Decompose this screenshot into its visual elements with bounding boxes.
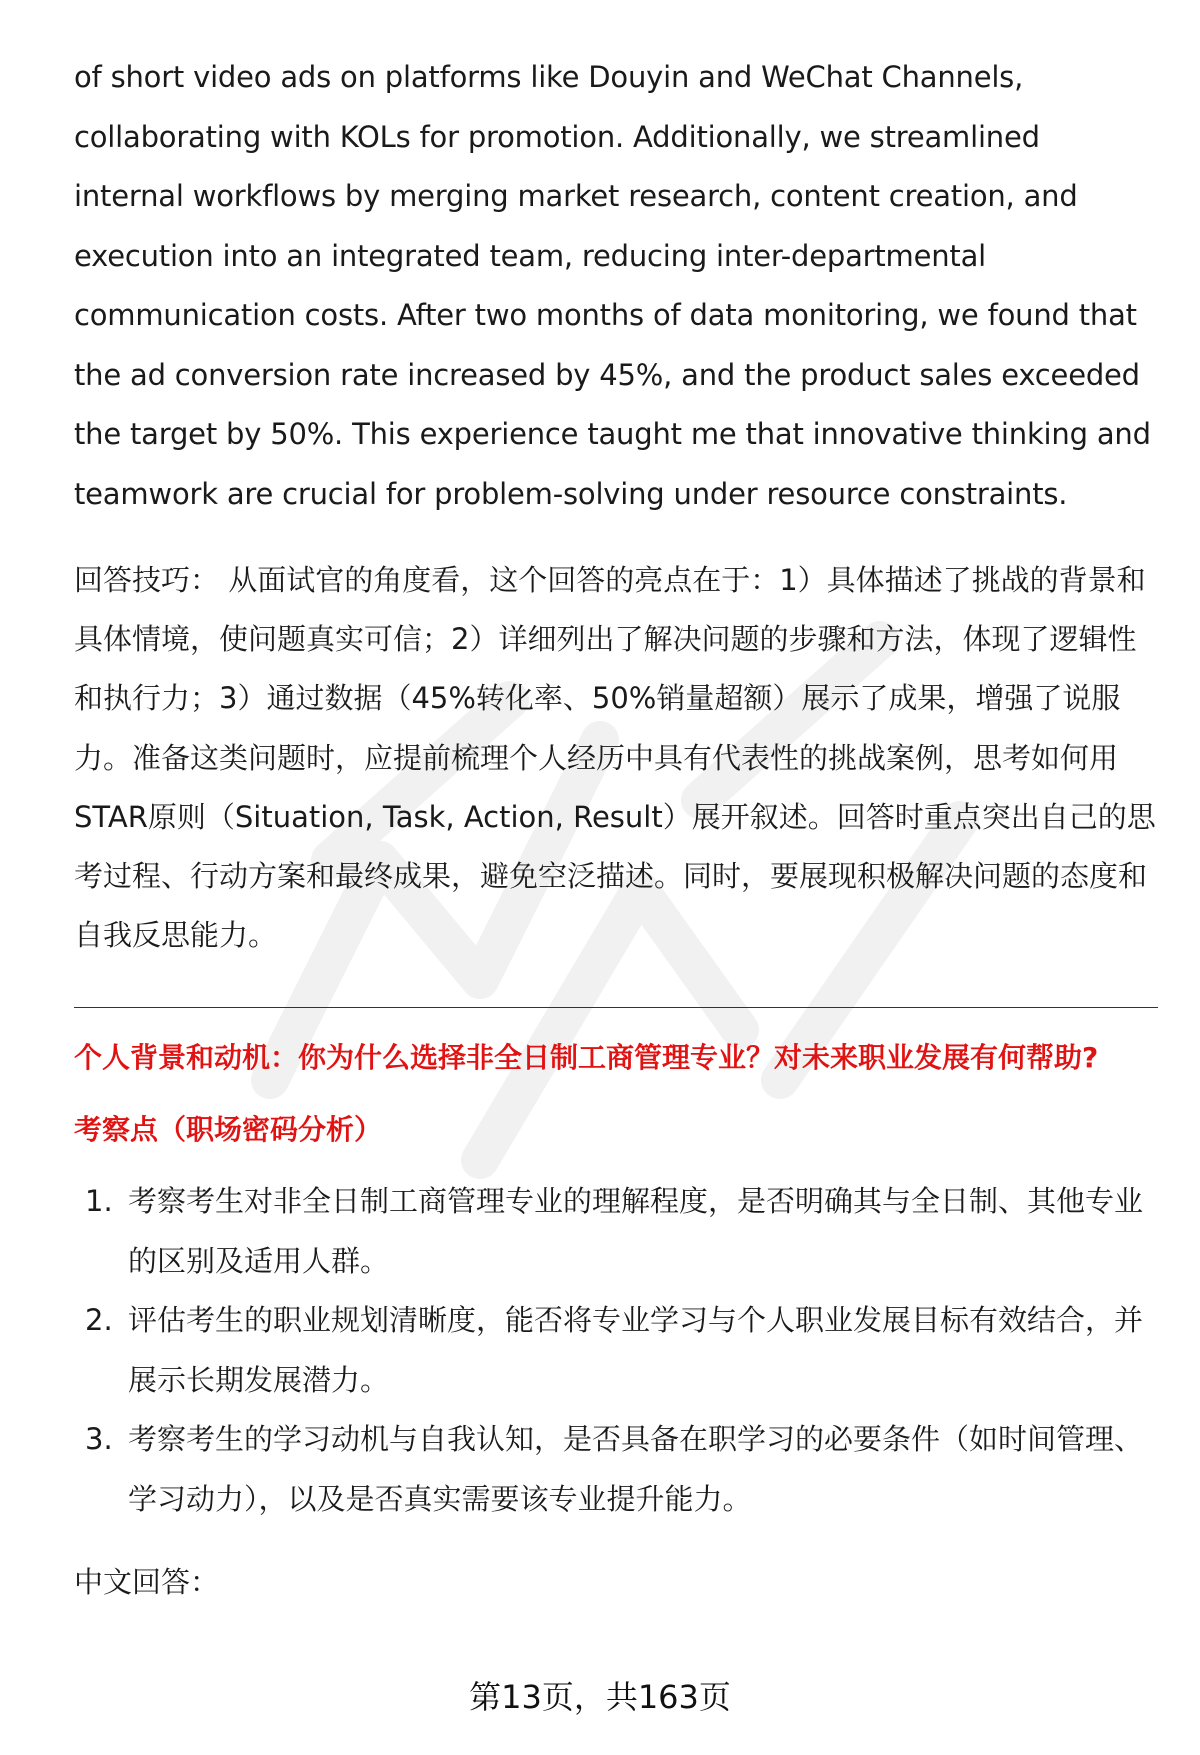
list-item-text: 考察考生对非全日制工商管理专业的理解程度，是否明确其与全日制、其他专业的区别及适用人群。: [128, 1184, 1144, 1278]
list-item: [74, 1410, 1156, 1529]
list-item-number: 3.: [85, 1422, 113, 1457]
list-item: [74, 1172, 1156, 1291]
list-item-number: 1.: [85, 1184, 113, 1219]
list-item-text: 考察考生的学习动机与自我认知，是否具备在职学习的必要条件（如时间管理、学习动力），以及是否真实需要该专业提升能力。: [128, 1422, 1144, 1516]
list-item: [74, 1291, 1156, 1410]
page-indicator: 第13页，共163页: [469, 1678, 731, 1716]
assessment-points-heading: 考察点（职场密码分析）: [74, 1113, 383, 1147]
chinese-answer-label: 中文回答：: [74, 1565, 220, 1600]
question-heading: 个人背景和动机：你为什么选择非全日制工商管理专业？对未来职业发展有何帮助?: [74, 1041, 1099, 1075]
english-answer-paragraph: of short video ads on platforms like Douyin and WeChat Channels, collaborating with KOLs for promotion. Additionally, we streamlined internal workflows by merging market research, content creation, and execution into an integrated team, reducing inter-departmental communication costs. After two months of data monitoring, we found that the ad conversion rate increased by 45%, and the product sales exceeded the target by 50%. This experience taught me that innovative thinking and teamwork are crucial for problem-solving under resource constraints.: [74, 60, 1151, 511]
answer-tips-paragraph: 回答技巧： 从面试官的角度看，这个回答的亮点在于：1）具体描述了挑战的背景和具体情境，使问题真实可信；2）详细列出了解决问题的步骤和方法，体现了逻辑性和执行力；3）通过数据（45%转化率、50%销量超额）展示了成果，增强了说服力。准备这类问题时，应提前梳理个人经历中具有代表性的挑战案例，思考如何用STAR原则（Situation, Task, Action, Result）展开叙述。回答时重点突出自己的思考过程、行动方案和最终成果，避免空泛描述。同时，要展现积极解决问题的态度和自我反思能力。: [74, 563, 1156, 953]
list-item-number: 2.: [85, 1303, 113, 1338]
document-page: [74, 48, 1156, 1612]
list-item-text: 评估考生的职业规划清晰度，能否将专业学习与个人职业发展目标有效结合，并展示长期发展潜力。: [128, 1303, 1144, 1397]
assessment-points-list: [74, 1172, 1156, 1529]
section-divider: [74, 1007, 1158, 1008]
